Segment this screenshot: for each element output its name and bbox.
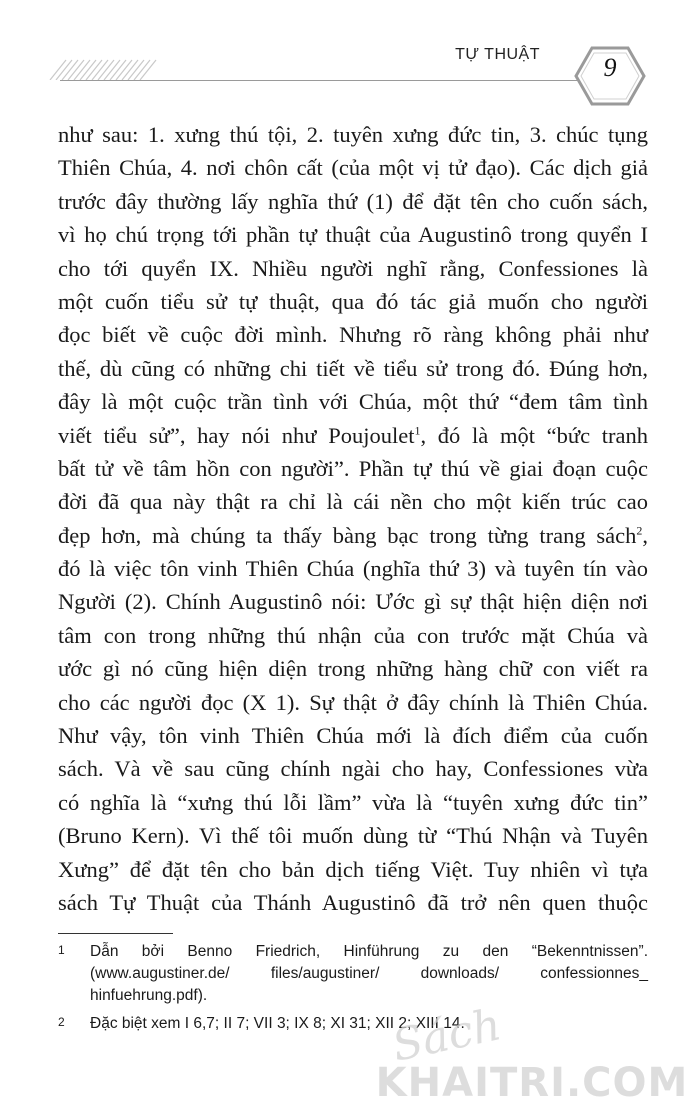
hatch-decoration bbox=[44, 58, 164, 80]
text-line: như sau: 1. xưng thú tội, 2. tuyên xưng đức tin, 3. chúc tụng bbox=[58, 122, 648, 147]
text-line: thế, dù cũng có những chi tiết về tiểu sử trong đó. Đúng hơn, bbox=[58, 355, 648, 381]
text-line: sách. Và về sau cũng chính ngài cho hay, Confessiones vừa bbox=[58, 756, 648, 782]
watermark bbox=[372, 999, 692, 1120]
text-line: đây là một cuộc trần tình với Chúa, một thứ “đem tâm tình bbox=[58, 389, 648, 415]
footnote-line: Dẫn bởi Benno Friedrich, Hinführung zu den “Bekenntnissen”. bbox=[90, 943, 648, 960]
footnote-ref-1[interactable]: 1 bbox=[414, 423, 421, 438]
line-text: viết tiểu sử”, hay nói như Poujoulet bbox=[58, 422, 415, 448]
text-line: cho các người đọc (X 1). Sự thật ở đây chính là Thiên Chúa. bbox=[58, 689, 648, 715]
text-line: đọc biết về cuộc đời mình. Nhưng rõ ràng không phải như bbox=[58, 322, 648, 348]
text-line: sách Tự Thuật của Thánh Augustinô đã trở nên quen thuộc bbox=[58, 889, 648, 915]
running-title: TỰ THUẬT bbox=[455, 46, 540, 63]
watermark-script: Sách bbox=[387, 999, 506, 1072]
header-rule bbox=[60, 80, 600, 81]
text-line: vì họ chú trọng tới phần tự thuật của Augustinô trong quyển I bbox=[58, 222, 648, 248]
page-number: 9 bbox=[603, 53, 617, 82]
text-line: Xưng” để đặt tên cho bản dịch tiếng Việt. Tuy nhiên vì tựa bbox=[58, 856, 648, 882]
text-line: (Bruno Kern). Vì thế tôi muốn dùng từ “Thú Nhận và Tuyên bbox=[58, 823, 648, 849]
footnote-line: Đặc biệt xem I 6,7; II 7; VII 3; IX 8; XI 31; XII 2; XIII 14. bbox=[90, 1015, 465, 1032]
text-line-with-footnote bbox=[58, 519, 648, 552]
footnote-line: (www.augustiner.de/ files/augustiner/ downloads/ confessionnes_ bbox=[90, 965, 648, 982]
text-line: đời đã qua này thật ra chỉ là cái nền cho một kiến trúc cao bbox=[58, 489, 648, 515]
text-line: Người (2). Chính Augustinô nói: Ước gì sự thật hiện diện nơi bbox=[58, 589, 648, 615]
body-paragraph bbox=[58, 118, 648, 919]
footnote-mark: 2 bbox=[58, 1015, 65, 1029]
watermark-text: KHAITRI.COM bbox=[375, 1060, 689, 1106]
line-text: , bbox=[642, 522, 648, 548]
text-line: một cuốn tiểu sử tự thuật, qua đó tác giả muốn cho người bbox=[58, 288, 648, 314]
text-line: Thiên Chúa, 4. nơi chôn cất (của một vị tử đạo). Các dịch giả bbox=[58, 155, 648, 181]
footnote-line: hinfuehrung.pdf). bbox=[90, 987, 208, 1004]
line-text: đẹp hơn, mà chúng ta thấy bàng bạc trong từng trang sách bbox=[58, 522, 637, 548]
text-line-with-footnote bbox=[58, 419, 648, 452]
footnote-ref-2[interactable]: 2 bbox=[636, 523, 643, 538]
text-line: bất tử về tâm hồn con người”. Phần tự thú về giai đoạn cuộc bbox=[58, 455, 648, 481]
text-line: trước đây thường lấy nghĩa thứ (1) để đặt tên cho cuốn sách, bbox=[58, 188, 648, 214]
page-header bbox=[0, 0, 700, 110]
line-text: , đó là một “bức tranh bbox=[420, 422, 649, 448]
text-line: có nghĩa là “xưng thú lỗi lầm” vừa là “tuyên xưng đức tin” bbox=[58, 789, 648, 815]
text-line: cho tới quyển IX. Nhiều người nghĩ rằng, Confessiones là bbox=[58, 255, 648, 281]
text-line: Như vậy, tôn vinh Thiên Chúa mới là đích điểm của cuốn bbox=[58, 723, 648, 749]
footnote-mark: 1 bbox=[58, 943, 65, 957]
footnote-1 bbox=[58, 941, 648, 1007]
footnote-separator bbox=[58, 933, 173, 934]
text-line: tâm con trong những thú nhận của con trước mặt Chúa và bbox=[58, 622, 648, 648]
text-line: ước gì nó cũng hiện diện trong những hàng chữ con viết ra bbox=[58, 656, 648, 682]
text-line: đó là việc tôn vinh Thiên Chúa (nghĩa thứ 3) và tuyên tín vào bbox=[58, 556, 648, 582]
